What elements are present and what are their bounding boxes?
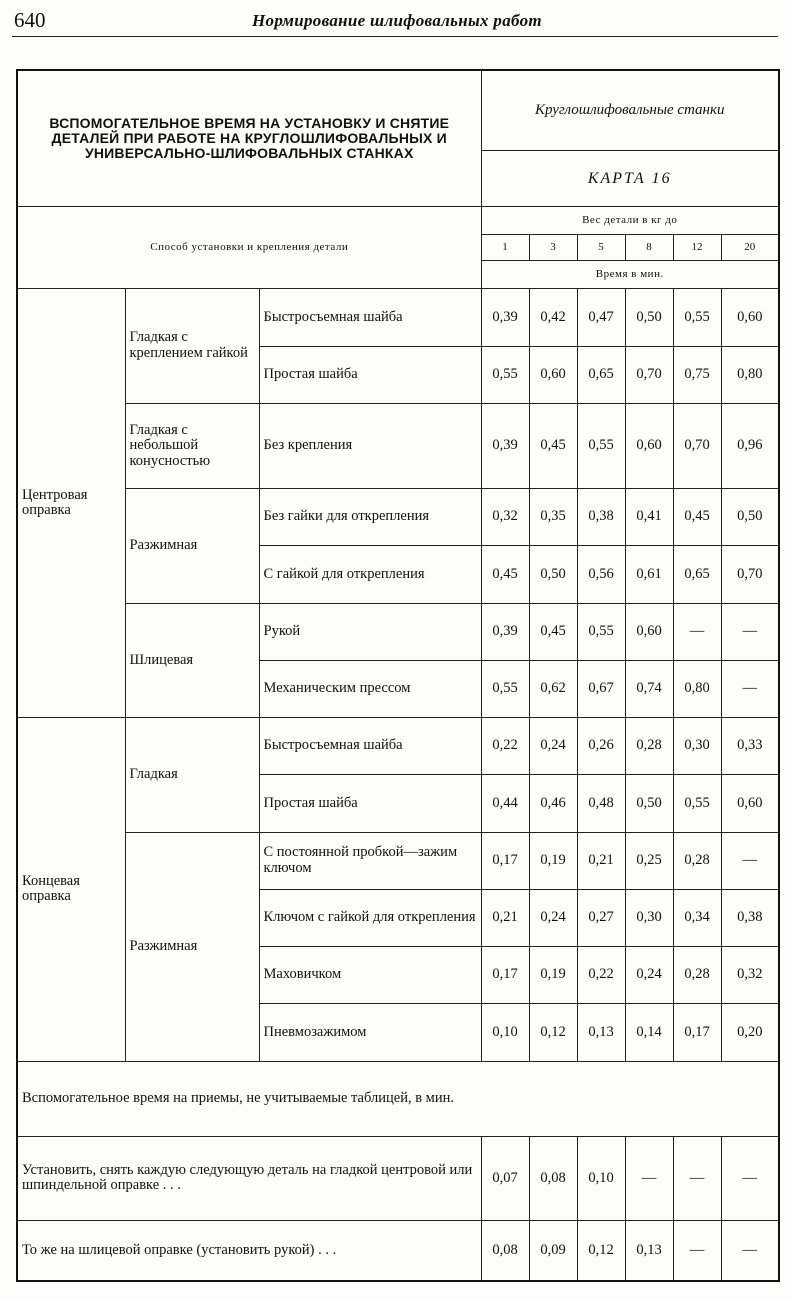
time-value: 0,60: [721, 775, 779, 832]
weight-column-header: 5: [577, 235, 625, 261]
time-value: 0,60: [625, 403, 673, 488]
time-value: 0,75: [673, 346, 721, 403]
table-row: [17, 832, 779, 889]
additional-operation: То же на шлицевой оправке (установить рукой) . . .: [17, 1221, 481, 1281]
fastening-method: Маховичком: [259, 947, 481, 1004]
additional-operation: Установить, снять каждую следующую деталь на гладкой центровой или шпиндельной оправке . . .: [17, 1136, 481, 1220]
mandrel-group: Концевая оправка: [17, 718, 125, 1061]
time-value: 0,61: [625, 546, 673, 603]
table-row: [17, 603, 779, 660]
time-value: 0,21: [481, 889, 529, 946]
time-value: 0,08: [481, 1221, 529, 1281]
fastening-method: Простая шайба: [259, 346, 481, 403]
time-value: 0,22: [481, 718, 529, 775]
time-value: 0,44: [481, 775, 529, 832]
time-value: —: [721, 603, 779, 660]
card-title: ВСПОМОГАТЕЛЬНОЕ ВРЕМЯ НА УСТАНОВКУ И СНЯТИЕ ДЕТАЛЕЙ ПРИ РАБОТЕ НА КРУГЛОШЛИФОВАЛЬНЫХ И УНИВЕРСАЛЬНО-ШЛИФОВАЛЬНЫХ СТАНКАХ: [17, 70, 481, 207]
table-row: [17, 718, 779, 775]
fastening-method: Пневмозажимом: [259, 1004, 481, 1061]
mandrel-subtype: Гладкая с небольшой конусностью: [125, 403, 259, 488]
additional-row: [17, 1136, 779, 1220]
time-value: 0,55: [481, 660, 529, 717]
time-value: 0,39: [481, 403, 529, 488]
card-number: КАРТА 16: [481, 150, 779, 206]
time-value: 0,45: [481, 546, 529, 603]
mandrel-group: Центровая оправка: [17, 289, 125, 718]
time-header: Время в мин.: [481, 261, 779, 289]
time-value: —: [721, 660, 779, 717]
time-value: 0,24: [529, 889, 577, 946]
time-value: —: [625, 1136, 673, 1220]
time-value: 0,19: [529, 947, 577, 1004]
time-value: 0,50: [529, 546, 577, 603]
time-value: —: [721, 1221, 779, 1281]
time-value: —: [721, 832, 779, 889]
time-value: 0,60: [529, 346, 577, 403]
fastening-method: Быстросъемная шайба: [259, 718, 481, 775]
weight-column-header: 1: [481, 235, 529, 261]
weight-column-header: 20: [721, 235, 779, 261]
time-value: 0,55: [673, 775, 721, 832]
time-value: 0,55: [577, 403, 625, 488]
additional-row: [17, 1221, 779, 1281]
mandrel-subtype: Гладкая с креплением гайкой: [125, 289, 259, 403]
time-value: 0,45: [673, 489, 721, 546]
time-value: 0,28: [673, 947, 721, 1004]
time-value: 0,24: [625, 947, 673, 1004]
time-value: 0,30: [625, 889, 673, 946]
time-value: 0,13: [577, 1004, 625, 1061]
time-value: 0,65: [673, 546, 721, 603]
time-value: 0,26: [577, 718, 625, 775]
card-table: [16, 69, 780, 1282]
fastening-method: Простая шайба: [259, 775, 481, 832]
table-row: [17, 289, 779, 346]
time-value: 0,67: [577, 660, 625, 717]
time-value: 0,80: [673, 660, 721, 717]
time-value: 0,45: [529, 403, 577, 488]
fastening-method: Без гайки для открепления: [259, 489, 481, 546]
weight-column-header: 3: [529, 235, 577, 261]
time-value: 0,28: [625, 718, 673, 775]
fastening-method: Механическим прессом: [259, 660, 481, 717]
time-value: 0,12: [529, 1004, 577, 1061]
time-value: 0,24: [529, 718, 577, 775]
time-value: —: [721, 1136, 779, 1220]
time-value: 0,50: [625, 289, 673, 346]
note-row: [17, 1061, 779, 1136]
time-value: 0,35: [529, 489, 577, 546]
time-value: 0,10: [577, 1136, 625, 1220]
time-value: 0,70: [625, 346, 673, 403]
table-row: [17, 489, 779, 546]
time-value: 0,17: [673, 1004, 721, 1061]
time-value: —: [673, 1136, 721, 1220]
time-value: 0,10: [481, 1004, 529, 1061]
page-number: 640: [14, 8, 46, 32]
time-value: 0,32: [721, 947, 779, 1004]
time-value: 0,21: [577, 832, 625, 889]
time-value: 0,08: [529, 1136, 577, 1220]
time-value: 0,39: [481, 603, 529, 660]
machine-type: Круглошлифовальные станки: [481, 70, 779, 150]
time-value: 0,50: [721, 489, 779, 546]
time-value: 0,19: [529, 832, 577, 889]
fastening-method: С постоянной пробкой—зажим ключом: [259, 832, 481, 889]
time-value: 0,96: [721, 403, 779, 488]
time-value: 0,70: [721, 546, 779, 603]
additional-note: Вспомогательное время на приемы, не учитываемые таблицей, в мин.: [17, 1061, 779, 1136]
weight-column-header: 12: [673, 235, 721, 261]
time-value: 0,50: [625, 775, 673, 832]
time-value: 0,33: [721, 718, 779, 775]
time-value: 0,07: [481, 1136, 529, 1220]
time-value: 0,32: [481, 489, 529, 546]
time-value: —: [673, 603, 721, 660]
table-row: [17, 403, 779, 488]
time-value: 0,74: [625, 660, 673, 717]
mandrel-subtype: Разжимная: [125, 489, 259, 603]
time-value: 0,65: [577, 346, 625, 403]
fastening-method: Рукой: [259, 603, 481, 660]
time-value: 0,17: [481, 832, 529, 889]
time-value: 0,27: [577, 889, 625, 946]
time-value: 0,30: [673, 718, 721, 775]
time-value: 0,13: [625, 1221, 673, 1281]
fastening-method: Без крепления: [259, 403, 481, 488]
time-value: 0,14: [625, 1004, 673, 1061]
time-value: 0,38: [721, 889, 779, 946]
weight-column-header: 8: [625, 235, 673, 261]
running-title: Нормирование шлифовальных работ: [252, 11, 542, 30]
mandrel-subtype: Шлицевая: [125, 603, 259, 717]
time-value: 0,55: [577, 603, 625, 660]
time-value: 0,41: [625, 489, 673, 546]
fastening-method: Быстросъемная шайба: [259, 289, 481, 346]
time-value: 0,55: [481, 346, 529, 403]
fastening-method: С гайкой для открепления: [259, 546, 481, 603]
time-value: 0,46: [529, 775, 577, 832]
running-head: [12, 6, 778, 37]
time-value: 0,17: [481, 947, 529, 1004]
time-value: 0,25: [625, 832, 673, 889]
time-value: 0,62: [529, 660, 577, 717]
time-value: 0,12: [577, 1221, 625, 1281]
time-value: 0,39: [481, 289, 529, 346]
time-value: 0,09: [529, 1221, 577, 1281]
time-value: 0,42: [529, 289, 577, 346]
time-value: 0,47: [577, 289, 625, 346]
mandrel-subtype: Разжимная: [125, 832, 259, 1061]
method-header: Способ установки и крепления детали: [17, 207, 481, 289]
time-value: 0,22: [577, 947, 625, 1004]
time-value: 0,34: [673, 889, 721, 946]
time-value: 0,20: [721, 1004, 779, 1061]
time-value: 0,28: [673, 832, 721, 889]
weight-header: Вес детали в кг до: [481, 207, 779, 235]
mandrel-subtype: Гладкая: [125, 718, 259, 832]
time-value: —: [673, 1221, 721, 1281]
time-value: 0,48: [577, 775, 625, 832]
fastening-method: Ключом с гайкой для открепления: [259, 889, 481, 946]
time-value: 0,70: [673, 403, 721, 488]
time-value: 0,60: [721, 289, 779, 346]
time-value: 0,60: [625, 603, 673, 660]
time-value: 0,80: [721, 346, 779, 403]
time-value: 0,38: [577, 489, 625, 546]
time-value: 0,56: [577, 546, 625, 603]
time-value: 0,45: [529, 603, 577, 660]
time-value: 0,55: [673, 289, 721, 346]
